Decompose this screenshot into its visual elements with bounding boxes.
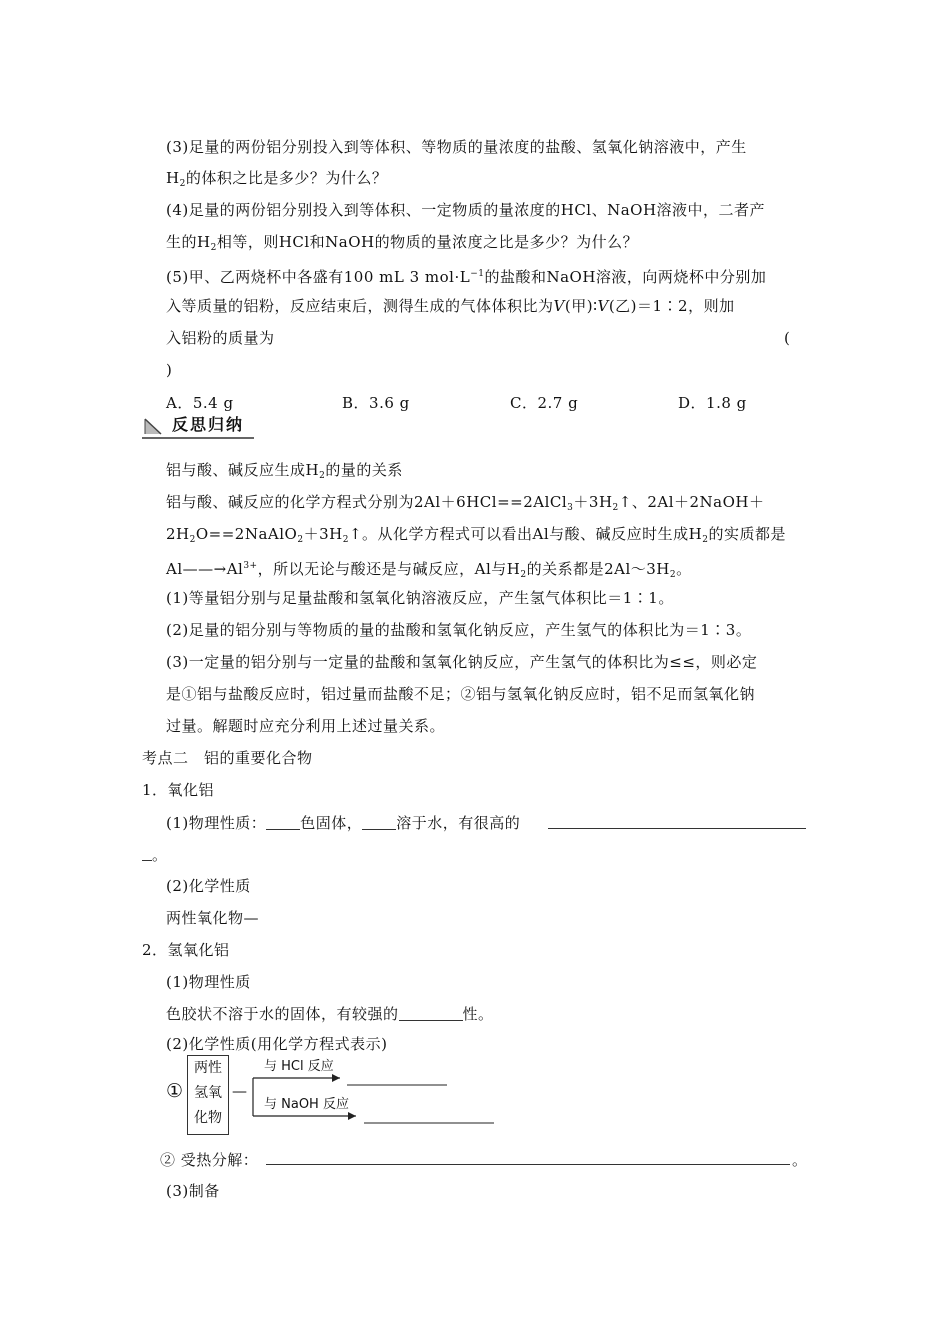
subscript: 2 [342, 535, 349, 545]
variable-v: V [597, 297, 609, 315]
text: 溶于水，有很高的 [396, 814, 521, 832]
subscript: 3 [567, 503, 574, 513]
branch-label-naoh: 与 NaOH 反应 [264, 1097, 349, 1112]
header-underline [142, 437, 254, 439]
q4-line1 [166, 200, 765, 220]
q5-line2-c: (乙)＝1∶2，则加 [608, 297, 735, 315]
superscript: 3+ [243, 561, 258, 571]
text: 色固体， [300, 814, 363, 832]
q3-line2-rest: 的体积之比是多少？为什么？ [185, 169, 388, 187]
summary-item3-line3: 过量。解题时应充分利用上述过量关系。 [166, 717, 446, 735]
hydroxide-physical-desc [166, 1004, 494, 1024]
q4-text: (4)足量的两份铝分别投入到等体积、一定物质的量浓度的HCl、NaOH溶液中，二者产 [166, 201, 766, 219]
section-header-title: 反思归纳 [172, 415, 245, 434]
preparation-heading: (3)制备 [166, 1182, 220, 1200]
summary-title [166, 460, 403, 486]
summary-p1-line3 [166, 556, 692, 585]
fill-blank[interactable] [399, 1006, 463, 1021]
q3-line2-prefix: H [166, 169, 180, 187]
text: 色胶状不溶于水的固体，有较强的 [166, 1005, 399, 1023]
text: 铝与酸、碱反应的化学方程式分别为2Al＋6HCl==2AlCl [166, 493, 568, 511]
box-connector: — [232, 1082, 247, 1100]
fill-blank[interactable] [142, 860, 152, 861]
q5-line3-text: 入铝粉的质量为 [166, 329, 275, 347]
option-c: C．2.7 g [510, 394, 579, 412]
subscript: 2 [612, 503, 619, 513]
text: 性。 [462, 1005, 494, 1023]
fill-blank[interactable] [362, 815, 396, 830]
alumina-physical-line [166, 813, 520, 833]
alumina-chemical-heading: (2)化学性质 [166, 877, 251, 895]
q5-line1-b: 的盐酸和NaOH溶液，向两烧杯中分别加 [484, 268, 767, 286]
summary-item3-line1: (3)一定量的铝分别与一定量的盐酸和氢氧化钠反应，产生氢气的体积比为≤≤，则必定 [166, 653, 758, 671]
amphoteric-oxide-label: 两性氧化物— [166, 909, 260, 927]
text: ↑、2Al＋2NaOH＋ [618, 493, 765, 511]
text: ＋3H [303, 525, 343, 543]
q3-line1 [166, 137, 747, 157]
q3-text: (3)足量的两份铝分别投入到等体积、等物质的量浓度的盐酸、氢氧化钠溶液中，产生 [166, 138, 747, 156]
text: O==2NaAlO [195, 525, 298, 543]
text: Al——→Al [166, 560, 244, 578]
branch-label-hcl: 与 HCl 反应 [264, 1059, 334, 1074]
text: (1)物理性质： [166, 814, 267, 832]
box-line: 化物 [194, 1110, 222, 1126]
text: 2H [166, 525, 190, 543]
superscript: −1 [470, 269, 485, 279]
q4-line2-prefix: 生的H [166, 233, 211, 251]
summary-item2: (2)足量的铝分别与等物质的量的盐酸和氢氧化钠反应，产生氢气的体积比为＝1∶3。 [166, 621, 752, 639]
amphoteric-hydroxide-box [187, 1055, 229, 1135]
thermal-decomposition-label: ② 受热分解： [160, 1151, 259, 1169]
option-d: D．1.8 g [678, 394, 747, 412]
hydroxide-chemical-heading: (2)化学性质(用化学方程式表示) [166, 1035, 388, 1053]
fill-blank[interactable] [266, 1164, 790, 1165]
text: ↑。从化学方程式可以看出Al与酸、碱反应时生成H [348, 525, 703, 543]
text: ＋3H [573, 493, 613, 511]
fill-blank[interactable] [266, 815, 300, 830]
text: 的关系都是2Al～3H [526, 560, 670, 578]
alumina-physical-end: 。 [152, 846, 168, 864]
option-b: B．3.6 g [342, 394, 410, 412]
q3-line2 [166, 168, 387, 194]
subscript: 2 [520, 570, 527, 580]
subscript: 2 [179, 179, 186, 189]
q4-line2-rest: 相等，则HCl和NaOH的物质的量浓度之比是多少？为什么？ [216, 233, 639, 251]
text: 的实质都是 [708, 525, 786, 543]
q5-line2-b: (甲)∶ [564, 297, 598, 315]
subscript: 2 [189, 535, 196, 545]
corner-triangle-icon [142, 416, 164, 436]
section-header [142, 414, 254, 438]
section-title-kaodian2: 考点二 铝的重要化合物 [142, 749, 313, 767]
heading-aluminum-hydroxide: 2．氢氧化铝 [142, 941, 230, 959]
subscript: 2 [319, 471, 326, 481]
summary-item3-line2: 是①铝与盐酸反应时，铝过量而盐酸不足；②铝与氢氧化钠反应时，铝不足而氢氧化钠 [166, 685, 756, 703]
q4-line2 [166, 232, 638, 258]
q5-line1-a: (5)甲、乙两烧杯中各盛有100 mL 3 mol·L [166, 268, 471, 286]
circled-number-1: ① [166, 1080, 184, 1102]
q5-line3 [166, 328, 275, 348]
text: 。 [676, 560, 692, 578]
summary-p1-line1 [166, 492, 765, 518]
heading-alumina: 1．氧化铝 [142, 781, 215, 799]
box-line: 氢氧 [194, 1085, 222, 1101]
text: ，所以无论与酸还是与碱反应，Al与H [257, 560, 521, 578]
box-line: 两性 [194, 1060, 222, 1076]
subscript: 2 [702, 535, 709, 545]
summary-title-b: 的量的关系 [325, 461, 403, 479]
q5-line2-a: 入等质量的铝粉，反应结束后，测得生成的气体体积比为 [166, 297, 554, 315]
subscript: 2 [669, 570, 677, 580]
subscript: 2 [210, 243, 217, 253]
answer-paren-close: ) [166, 361, 173, 379]
fill-blank[interactable] [548, 828, 806, 829]
variable-v: V [553, 297, 565, 315]
option-a: A．5.4 g [166, 394, 234, 412]
q5-line1 [166, 264, 766, 287]
summary-item1: (1)等量铝分别与足量盐酸和氢氧化钠溶液反应，产生氢气体积比＝1∶1。 [166, 589, 674, 607]
hydroxide-physical-heading: (1)物理性质 [166, 973, 251, 991]
subscript: 2 [297, 535, 304, 545]
answer-paren-open: ( [784, 329, 791, 347]
summary-p1-line2 [166, 524, 786, 550]
q5-line2 [166, 296, 735, 316]
thermal-decomposition-end: 。 [792, 1151, 808, 1169]
summary-title-a: 铝与酸、碱反应生成H [166, 461, 320, 479]
